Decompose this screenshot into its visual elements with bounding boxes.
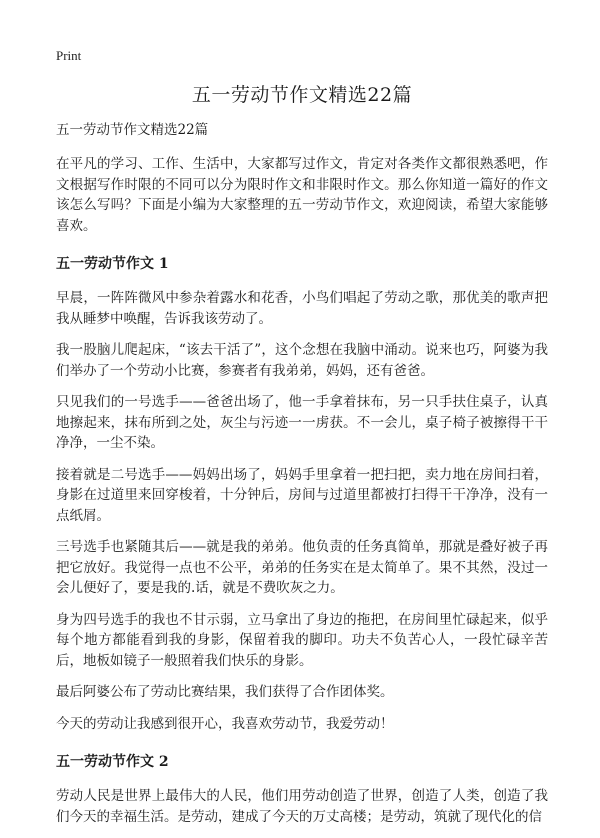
article-body [56, 120, 548, 838]
article-subtitle: 五一劳动节作文精选22篇 [56, 122, 209, 138]
paragraph: 身为四号选手的我也不甘示弱，立马拿出了身边的拖把，在房间里忙碌起来，似乎每个地方都能看到我的身影，保留着我的脚印。功夫不负苦心人，一段忙碌辛苦后，地板如镜子一般照着我们快乐的身影。 [56, 611, 548, 669]
intro-paragraph: 在平凡的学习、工作、生活中，大家都写过作文，肯定对各类作文都很熟悉吧，作文根据写作时限的不同可以分为限时作文和非限时作文。那么你知道一篇好的作文该怎么写吗？下面是小编为大家整理的五一劳动节作文，欢迎阅读，希望大家能够喜欢。 [56, 156, 548, 234]
paragraph: 我一股脑儿爬起床，“该去干活了”，这个念想在我脑中涌动。说来也巧，阿婆为我们举办了一个劳动小比赛，参赛者有我弟弟，妈妈，还有爸爸。 [56, 342, 548, 379]
paragraph: 最后阿婆公布了劳动比赛结果，我们获得了合作团体奖。 [56, 684, 394, 700]
paragraph: 劳动人民是世界上最伟大的人民，他们用劳动创造了世界，创造了人类，创造了我们今天的幸福生活。是劳动，建成了今天的万丈高楼；是劳动，筑就了现代化的信 [56, 788, 548, 825]
paragraph: 三号选手也紧随其后——就是我的弟弟。他负责的任务真简单，那就是叠好被子再把它放好。我觉得一点也不公平，弟弟的任务实在是太简单了。果不其然，没过一会儿便好了，要是我的.话，就是不费吹灰之力。 [56, 539, 548, 596]
page-title: 五一劳动节作文精选22篇 [191, 84, 413, 106]
section-heading: 五一劳动节作文 2 [56, 754, 169, 770]
paragraph: 接着就是二号选手——妈妈出场了，妈妈手里拿着一把扫把，卖力地在房间扫着，身影在过道里来回穿梭着，十分钟后，房间与过道里都被打扫得干干净净，没有一点纸屑。 [56, 466, 548, 524]
paragraph: 今天的劳动让我感到很开心，我喜欢劳动节，我爱劳动！ [56, 715, 394, 732]
paragraph: 早晨，一阵阵微风中参杂着露水和花香，小鸟们唱起了劳动之歌，那优美的歌声把我从睡梦中唤醒，告诉我该劳动了。 [56, 290, 548, 327]
section-heading: 五一劳动节作文 1 [56, 256, 169, 272]
print-link[interactable]: Print [56, 48, 82, 63]
paragraph: 只见我们的一号选手——爸爸出场了，他一手拿着抹布，另一只手扶住桌子，认真地擦起来，抹布所到之处，灰尘与污迹一一虏获。不一会儿，桌子椅子被擦得干干净净，一尘不染。 [56, 394, 548, 451]
